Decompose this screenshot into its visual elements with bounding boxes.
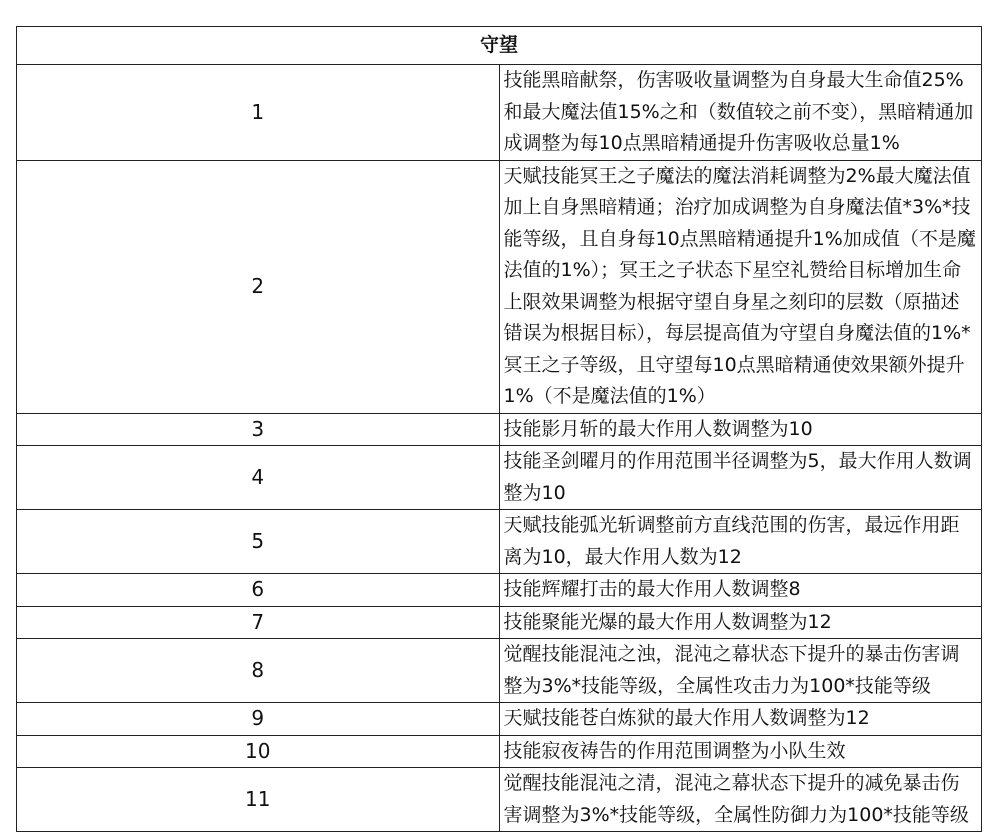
table-row xyxy=(17,160,982,413)
row-number: 2 xyxy=(17,160,500,413)
table-row xyxy=(17,606,982,639)
row-text: 觉醒技能混沌之清，混沌之幕状态下提升的减免暴击伤害调整为3%*技能等级，全属性防御力为100*技能等级 xyxy=(499,768,982,832)
row-text: 技能寂夜祷告的作用范围调整为小队生效 xyxy=(499,735,982,768)
table-header-row xyxy=(17,27,982,65)
table-row xyxy=(17,574,982,607)
patch-notes-table xyxy=(16,26,982,832)
table-row xyxy=(17,735,982,768)
row-text: 技能聚能光爆的最大作用人数调整为12 xyxy=(499,606,982,639)
row-number: 7 xyxy=(17,606,500,639)
table-row xyxy=(17,768,982,832)
row-text: 技能影月斩的最大作用人数调整为10 xyxy=(499,413,982,446)
table-row xyxy=(17,446,982,510)
row-text: 技能黑暗献祭，伤害吸收量调整为自身最大生命值25%和最大魔法值15%之和（数值较之前不变），黑暗精通加成调整为每10点黑暗精通提升伤害吸收总量1% xyxy=(499,65,982,161)
row-number: 6 xyxy=(17,574,500,607)
row-text: 技能辉耀打击的最大作用人数调整8 xyxy=(499,574,982,607)
row-number: 5 xyxy=(17,510,500,574)
row-text: 天赋技能苍白炼狱的最大作用人数调整为12 xyxy=(499,703,982,736)
row-number: 8 xyxy=(17,639,500,703)
row-number: 4 xyxy=(17,446,500,510)
row-text: 技能圣剑曜月的作用范围半径调整为5，最大作用人数调整为10 xyxy=(499,446,982,510)
row-number: 10 xyxy=(17,735,500,768)
table-row xyxy=(17,413,982,446)
row-text: 觉醒技能混沌之浊，混沌之幕状态下提升的暴击伤害调整为3%*技能等级，全属性攻击力为100*技能等级 xyxy=(499,639,982,703)
table-row xyxy=(17,639,982,703)
row-text: 天赋技能冥王之子魔法的魔法消耗调整为2%最大魔法值加上自身黑暗精通；治疗加成调整为自身魔法值*3%*技能等级，且自身每10点黑暗精通提升1%加成值（不是魔法值的1%）；冥王之子状态下星空礼赞给目标增加生命上限效果调整为根据守望自身星之刻印的层数（原描述错误为根据目标），每层提高值为守望自身魔法值的1%*冥王之子等级，且守望每10点黑暗精通使效果额外提升1%（不是魔法值的1%） xyxy=(499,160,982,413)
table-row xyxy=(17,510,982,574)
table-row xyxy=(17,65,982,161)
row-number: 3 xyxy=(17,413,500,446)
row-number: 9 xyxy=(17,703,500,736)
row-number: 11 xyxy=(17,768,500,832)
row-text: 天赋技能弧光斩调整前方直线范围的伤害，最远作用距离为10，最大作用人数为12 xyxy=(499,510,982,574)
table-row xyxy=(17,703,982,736)
row-number: 1 xyxy=(17,65,500,161)
table-title: 守望 xyxy=(17,27,982,65)
